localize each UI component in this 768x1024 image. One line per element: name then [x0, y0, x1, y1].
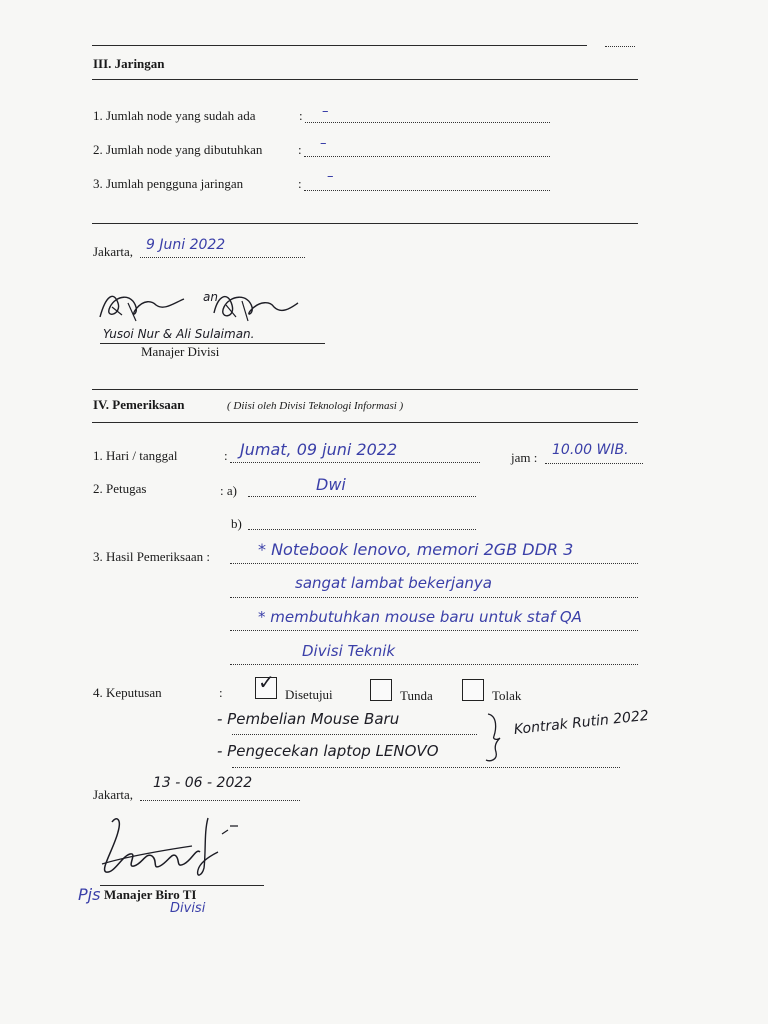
result-line-4: Divisi Teknik [302, 642, 396, 660]
section-4-heading-rule [92, 422, 638, 423]
manager-division-names: Yusoi Nur & Ali Sulaiman. [103, 327, 255, 341]
result-line-2: sangat lambat bekerjanya [295, 574, 492, 592]
result-line-1: * Notebook lenovo, memori 2GB DDR 3 [258, 540, 574, 559]
nodes-existing-sep: : [299, 108, 303, 123]
result-label: 3. Hasil Pemeriksaan : [93, 549, 210, 564]
nodes-needed-label: 2. Jumlah node yang dibutuhkan [93, 142, 263, 157]
decision-label: 4. Keputusan [93, 685, 162, 700]
officer-b-marker: b) [231, 516, 242, 531]
officer-a-field [248, 496, 476, 497]
section-3-date-field [140, 257, 305, 258]
day-date-value: Jumat, 09 juni 2022 [240, 440, 398, 459]
section-4-date-field [140, 800, 300, 801]
section-4-subheading: ( Diisi oleh Divisi Teknologi Informasi ) [227, 400, 404, 412]
action-note: Kontrak Rutin 2022 [513, 707, 650, 738]
section-3-heading-rule [92, 79, 638, 80]
on-behalf-mark: an [203, 290, 218, 304]
nodes-existing-label: 1. Jumlah node yang sudah ada [93, 108, 256, 123]
pjs-mark: Pjs [78, 885, 101, 904]
manager-it-title: Manajer Biro TI [104, 887, 197, 902]
day-date-field [230, 462, 480, 463]
result-line-3-field [230, 630, 638, 631]
section-4-top-rule [92, 389, 638, 390]
result-line-3: * membutuhkan mouse baru untuk staf QA [258, 608, 582, 626]
section-4-place: Jakarta, [93, 787, 134, 802]
section-3-bottom-rule [92, 223, 638, 224]
manager-it-signature [92, 812, 252, 888]
rejected-checkbox[interactable] [462, 679, 484, 701]
day-date-label: 1. Hari / tanggal [93, 448, 178, 463]
nodes-existing-field [305, 122, 550, 123]
nodes-needed-field [304, 156, 550, 157]
time-field [545, 463, 643, 464]
time-value: 10.00 WIB. [552, 442, 629, 458]
top-rule-dash [605, 46, 635, 47]
action-line-2-field [232, 767, 620, 768]
officer-a-marker: : a) [220, 483, 237, 498]
top-rule [92, 45, 587, 46]
nodes-existing-value: – [322, 104, 329, 119]
officer-b-field [248, 529, 476, 530]
result-line-2-field [230, 597, 638, 598]
pending-label: Tunda [400, 688, 433, 703]
manager-it-sign-line [100, 885, 264, 886]
nodes-needed-value: – [320, 136, 327, 151]
manager-it-note: Divisi [170, 901, 206, 916]
section-3-heading: III. Jaringan [93, 56, 165, 71]
day-date-sep: : [224, 448, 228, 463]
decision-sep: : [219, 685, 223, 700]
action-line-1: - Pembelian Mouse Baru [217, 710, 400, 728]
officer-a-value: Dwi [316, 475, 346, 494]
section-3-date: 9 Juni 2022 [146, 237, 226, 253]
result-line-4-field [230, 664, 638, 665]
action-line-2: - Pengecekan laptop LENOVO [217, 742, 439, 760]
network-users-value: – [327, 169, 334, 184]
manager-division-title: Manajer Divisi [141, 344, 220, 359]
pending-checkbox[interactable] [370, 679, 392, 701]
network-users-sep: : [298, 176, 302, 191]
network-users-field [304, 190, 550, 191]
approved-label: Disetujui [285, 687, 333, 702]
nodes-needed-sep: : [298, 142, 302, 157]
section-4-date: 13 - 06 - 2022 [153, 775, 253, 791]
section-3-place: Jakarta, [93, 244, 134, 259]
brace-icon [482, 712, 506, 764]
network-users-label: 3. Jumlah pengguna jaringan [93, 176, 244, 191]
rejected-label: Tolak [492, 688, 522, 703]
result-line-1-field [230, 563, 638, 564]
time-label: jam : [511, 450, 538, 465]
check-icon: ✓ [258, 670, 275, 694]
section-4-heading: IV. Pemeriksaan [93, 397, 185, 412]
action-line-1-field [232, 734, 477, 735]
officer-label: 2. Petugas [93, 481, 147, 496]
